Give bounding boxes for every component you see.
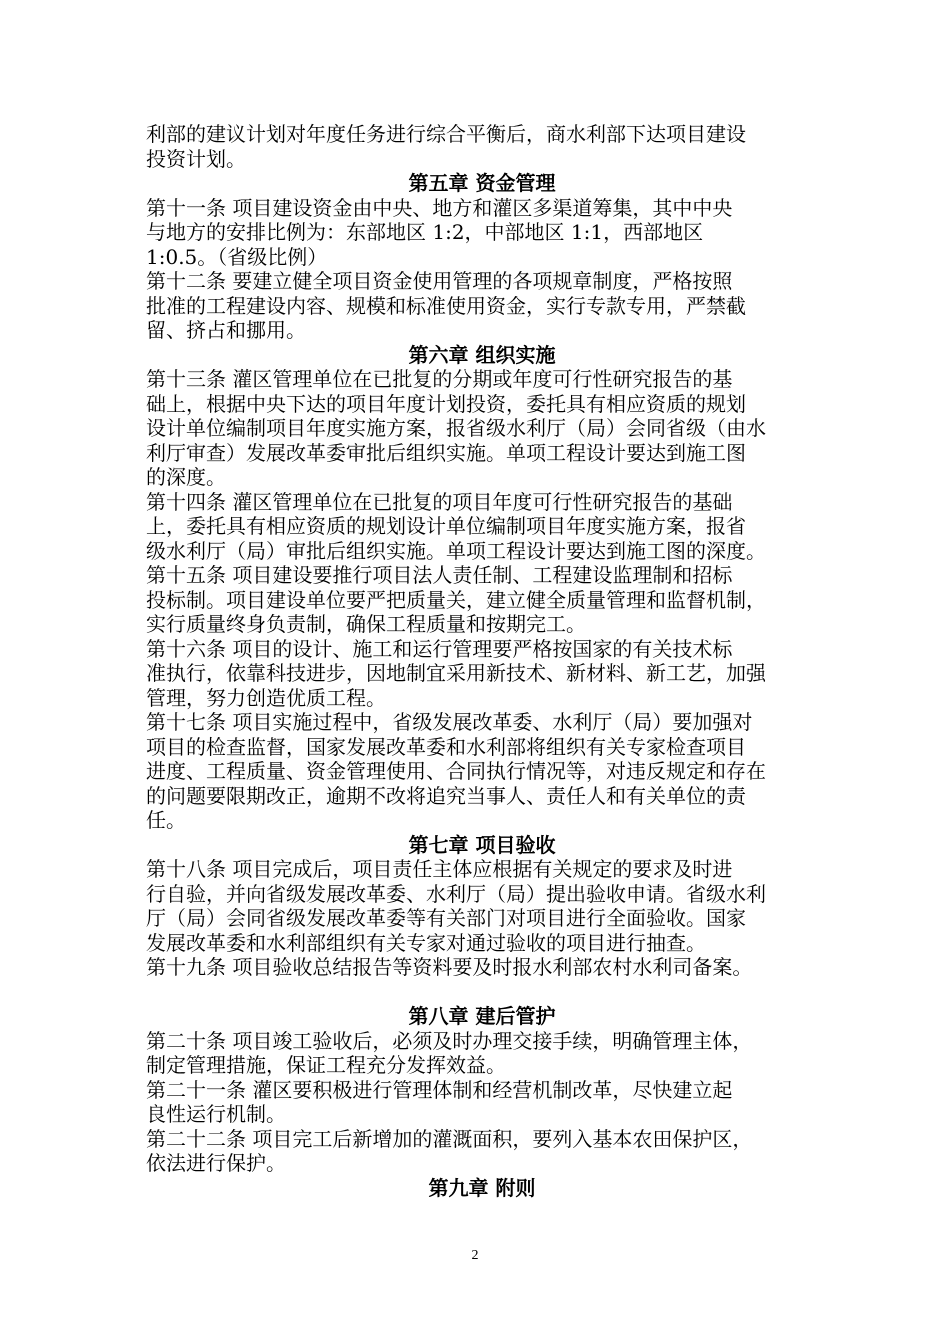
chapter-heading: 第九章 附则 (428, 1175, 536, 1200)
text-line: 项目的检查监督，国家发展改革委和水利部将组织有关专家检查项目 (146, 734, 746, 759)
text-line: 的问题要限期改正，逾期不改将追究当事人、责任人和有关单位的责 (146, 783, 746, 808)
text-line: 础上，根据中央下达的项目年度计划投资，委托具有相应资质的规划 (146, 391, 746, 416)
text-line: 利部的建议计划对年度任务进行综合平衡后，商水利部下达项目建设 (146, 122, 746, 146)
chapter-heading: 第七章 项目验收 (408, 832, 556, 857)
text-line: 第十五条 项目建设要推行项目法人责任制、工程建设监理制和招标 (146, 563, 733, 587)
paragraph (146, 955, 818, 980)
document-body (146, 122, 818, 1200)
text-line: 实行质量终身负责制，确保工程质量和按期完工。 (146, 612, 586, 636)
text-line: 第二十二条 项目完工后新增加的灌溉面积，要列入基本农田保护区， (146, 1126, 753, 1151)
text-line: 行自验，并向省级发展改革委、水利厅（局）提出验收申请。省级水利 (146, 881, 766, 906)
text-line: 进度、工程质量、资金管理使用、合同执行情况等，对违反规定和存在 (146, 759, 766, 783)
text-line: 第十四条 灌区管理单位在已批复的项目年度可行性研究报告的基础 (146, 489, 733, 514)
text-line: 级水利厅（局）审批后组织实施。单项工程设计要达到施工图的深度。 (146, 538, 766, 563)
text-line: 第十三条 灌区管理单位在已批复的分期或年度可行性研究报告的基 (146, 367, 733, 391)
page-number: 2 (471, 1248, 479, 1263)
paragraph (146, 490, 818, 564)
text-line: 第十七条 项目实施过程中，省级发展改革委、水利厅（局）要加强对 (146, 710, 753, 734)
text-line: 第十二条 要建立健全项目资金使用管理的各项规章制度，严格按照 (146, 269, 733, 293)
paragraph (146, 637, 818, 711)
text-line: 厅（局）会同省级发展改革委等有关部门对项目进行全面验收。国家 (146, 906, 746, 930)
paragraph (146, 1029, 818, 1078)
paragraph (146, 563, 818, 637)
chapter-heading: 第五章 资金管理 (408, 171, 556, 195)
text-line: 投标制。项目建设单位要严把质量关，建立健全质量管理和监督机制， (146, 587, 766, 612)
text-line: 上，委托具有相应资质的规划设计单位编制项目年度实施方案，报省 (146, 514, 746, 538)
paragraph (146, 196, 818, 270)
text-line: 第十八条 项目完成后，项目责任主体应根据有关规定的要求及时进 (146, 857, 733, 881)
text-line: 第二十条 项目竣工验收后，必须及时办理交接手续，明确管理主体， (146, 1028, 753, 1053)
text-line: 设计单位编制项目年度实施方案，报省级水利厅（局）会同省级（由水 (146, 416, 766, 440)
blank-line (146, 980, 818, 1005)
paragraph (146, 1127, 818, 1176)
paragraph (146, 710, 818, 833)
chapter-heading: 第八章 建后管护 (408, 1004, 556, 1028)
text-line: 1:0.5。（省级比例） (146, 244, 328, 269)
paragraph (146, 122, 818, 171)
text-line: 第二十一条 灌区要积极进行管理体制和经营机制改革，尽快建立起 (146, 1077, 733, 1102)
text-line: 批准的工程建设内容、规模和标准使用资金，实行专款专用，严禁截 (146, 293, 746, 318)
text-line: 任。 (146, 808, 186, 832)
text-line: 的深度。 (146, 465, 226, 489)
text-line: 第十六条 项目的设计、施工和运行管理要严格按国家的有关技术标 (146, 636, 733, 661)
text-line: 留、挤占和挪用。 (146, 318, 306, 342)
paragraph (146, 857, 818, 955)
text-line: 良性运行机制。 (146, 1102, 286, 1126)
text-line: 准执行，依靠科技进步，因地制宜采用新技术、新材料、新工艺，加强 (146, 661, 766, 685)
text-line: 第十九条 项目验收总结报告等资料要及时报水利部农村水利司备案。 (146, 955, 753, 979)
text-line: 与地方的安排比例为：东部地区 1:2，中部地区 1:1，西部地区 (146, 220, 704, 244)
paragraph (146, 269, 818, 343)
paragraph (146, 1078, 818, 1127)
text-line: 利厅审查）发展改革委审批后组织实施。单项工程设计要达到施工图 (146, 440, 746, 465)
text-line: 发展改革委和水利部组织有关专家对通过验收的项目进行抽查。 (146, 930, 706, 955)
paragraph (146, 367, 818, 490)
chapter-heading: 第六章 组织实施 (408, 342, 556, 367)
text-line: 第十一条 项目建设资金由中央、地方和灌区多渠道筹集，其中中央 (146, 195, 733, 220)
text-line: 投资计划。 (146, 146, 246, 171)
text-line: 制定管理措施，保证工程充分发挥效益。 (146, 1053, 506, 1077)
text-line: 管理，努力创造优质工程。 (146, 685, 386, 710)
text-line: 依法进行保护。 (146, 1151, 286, 1175)
